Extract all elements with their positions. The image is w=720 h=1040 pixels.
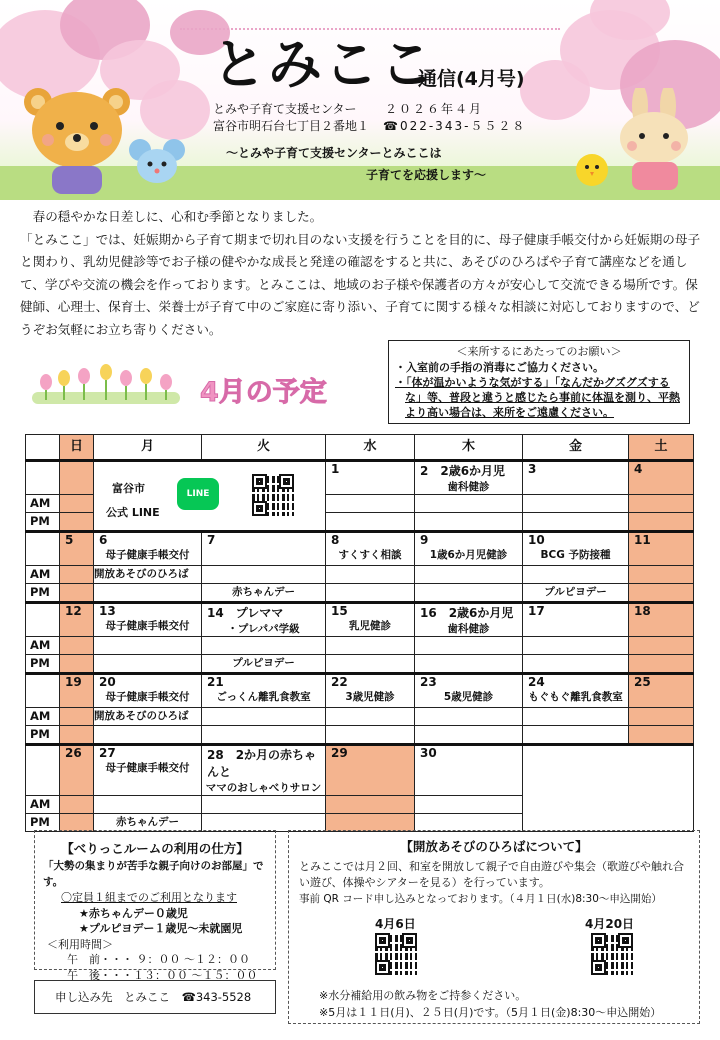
slot — [60, 726, 94, 745]
slot — [60, 584, 94, 603]
ampm-label — [26, 603, 60, 637]
day-cell — [202, 532, 326, 566]
chick-illustration — [572, 148, 612, 188]
slot — [523, 495, 629, 513]
notice-item: ・「体が温かいような気がする」「なんだかグズグズするな」等、普段と違うと感じたら事前に体温を測り、平熱より高い場合は、来所をご遠慮ください。 — [395, 376, 680, 419]
pm-label: PM — [26, 726, 60, 745]
slot — [629, 495, 694, 513]
slot — [60, 796, 94, 814]
slot — [60, 513, 94, 532]
weekday-sunday: 日 — [60, 435, 94, 461]
day-cell — [94, 745, 202, 796]
slot — [202, 637, 326, 655]
event-label: 赤ちゃんデー — [94, 814, 202, 832]
day-number: 24 — [528, 675, 545, 689]
address: 富谷市明石台七丁目２番地１ — [213, 119, 370, 133]
pm-row — [26, 584, 694, 603]
day-number: 13 — [99, 604, 116, 618]
day-number: 8 — [331, 533, 340, 547]
day-cell — [60, 461, 94, 495]
event-label: プルピヨデー — [523, 584, 629, 603]
pm-label: PM — [26, 655, 60, 674]
slot — [60, 495, 94, 513]
calendar-table — [25, 434, 694, 832]
day-number: 25 — [634, 675, 651, 689]
day-cell — [415, 745, 523, 796]
slot — [202, 726, 326, 745]
day-number: 15 — [331, 604, 348, 618]
event-label: 3歳児健診 — [345, 691, 395, 703]
slot — [326, 566, 415, 584]
contact-label: 申し込み先 とみここ ☎343-5528 — [55, 990, 252, 1004]
event-label: プルピヨデー — [202, 655, 326, 674]
slot — [94, 637, 202, 655]
slot — [326, 637, 415, 655]
day-cell — [326, 674, 415, 708]
room-line: ★プルピヨデー１歳児〜未就園児 — [79, 922, 243, 935]
day-cell — [415, 674, 523, 708]
plaza-text: とみここでは月２回、和室を開放して親子で自由遊びや集会（歌遊びや触れ合い遊び、体操やシアターを見る）を行っています。 — [299, 860, 684, 889]
intro-text — [20, 206, 702, 342]
slot — [415, 655, 523, 674]
line-logo-icon[interactable]: LINE — [177, 478, 219, 510]
slot — [326, 726, 415, 745]
day-number: 21 — [207, 675, 224, 689]
plaza-footer: ※水分補給用の飲み物をご持参ください。 — [319, 989, 527, 1002]
ampm-label — [26, 461, 60, 495]
ampm-label — [26, 745, 60, 796]
day-number: 6 — [99, 533, 108, 547]
newsletter-title: とみここ — [212, 33, 436, 96]
line-official-cell — [94, 461, 326, 532]
slot — [415, 513, 523, 532]
am-row — [26, 708, 694, 726]
ampm-label — [26, 532, 60, 566]
event-label: 母子健康手帳交付 — [105, 762, 190, 774]
plaza-footer: ※5月は１１日(月)、２５日(月)です。（5月１日(金)8:30〜申込開始） — [319, 1006, 662, 1019]
plaza-note: 事前 QR コード申し込みとなっております。（４月１日(水)8:30〜申込開始） — [299, 893, 662, 905]
slot — [326, 796, 415, 814]
phone-number: ☎022‐343‐５５２８ — [383, 119, 527, 133]
pm-label: PM — [26, 814, 60, 832]
day-cell — [60, 745, 94, 796]
slot — [94, 726, 202, 745]
pm-row — [26, 726, 694, 745]
day-number: 5 — [65, 533, 74, 547]
week-3-row — [26, 603, 694, 637]
slot — [629, 637, 694, 655]
am-label: AM — [26, 796, 60, 814]
slot — [326, 495, 415, 513]
day-cell — [326, 745, 415, 796]
slot — [523, 566, 629, 584]
day-number: 3 — [528, 462, 537, 476]
event-label: 開放あそびのひろば — [94, 708, 202, 726]
room-line: 午 後・・・１３：００ 〜１５：００ — [67, 968, 258, 982]
pm-label: PM — [26, 513, 60, 532]
slot — [523, 637, 629, 655]
qr-code-icon[interactable] — [375, 933, 417, 975]
day-number: 19 — [65, 675, 82, 689]
day-cell — [60, 674, 94, 708]
line-label: 公式 LINE — [106, 506, 160, 519]
am-label: AM — [26, 637, 60, 655]
event-label: 5歳児健診 — [443, 691, 494, 703]
week-4-row — [26, 674, 694, 708]
day-number: 4 — [634, 462, 643, 476]
room-line: ＜利用時間＞ — [47, 937, 113, 951]
day-cell — [202, 603, 326, 637]
day-number: 1 — [331, 462, 340, 476]
day-number: 27 — [99, 746, 116, 760]
day-cell — [629, 532, 694, 566]
room-line: 午 前・・・ ９：００ 〜１２：００ — [67, 953, 250, 966]
schedule-title: 4月の予定 — [200, 377, 327, 408]
notice-title: ＜来所するにあたってのお願い＞ — [456, 345, 622, 358]
weekday-tuesday: 火 — [202, 435, 326, 461]
slot — [629, 584, 694, 603]
day-number: 16 2歳6か月児 — [420, 606, 514, 620]
day-cell — [523, 461, 629, 495]
slot — [326, 814, 415, 832]
bunny-illustration — [608, 88, 700, 194]
plaza-title: 【開放あそびのひろばについて】 — [400, 839, 588, 854]
mouse-illustration — [126, 136, 188, 190]
bear-illustration — [18, 84, 136, 196]
day-number: 17 — [528, 604, 545, 618]
event-label: 歯科健診 — [447, 481, 490, 493]
day-number: 28 2か月の赤ちゃんと — [207, 748, 317, 779]
issue-date: ２０２６年４月 — [385, 102, 484, 116]
slot — [60, 708, 94, 726]
day-cell — [94, 532, 202, 566]
event-label: 歯科健診 — [447, 623, 490, 635]
tagline-line1: 〜とみや子育て支援センターとみここは — [226, 146, 442, 160]
slot — [415, 708, 523, 726]
day-cell — [202, 745, 326, 796]
room-body — [43, 859, 271, 983]
tagline-line2: 子育てを応援します〜 — [366, 168, 487, 182]
day-number: 12 — [65, 604, 82, 618]
center-name: とみや子育て支援センター — [213, 102, 357, 116]
ampm-label — [26, 674, 60, 708]
room-line: ★赤ちゃんデー０歳児 — [79, 906, 188, 920]
slot — [94, 584, 202, 603]
event-label: すくすく相談 — [338, 549, 402, 561]
slot — [60, 566, 94, 584]
weekday-thursday: 木 — [415, 435, 523, 461]
slot — [415, 637, 523, 655]
day-cell — [202, 674, 326, 708]
slot — [629, 655, 694, 674]
plaza-date-2: 4月20日 — [585, 917, 635, 931]
slot — [202, 814, 326, 832]
day-number: 10 — [528, 533, 545, 547]
slot — [629, 566, 694, 584]
slot — [202, 796, 326, 814]
pm-row — [26, 655, 694, 674]
weekday-wednesday: 水 — [326, 435, 415, 461]
slot — [202, 566, 326, 584]
week-1-row — [26, 461, 694, 495]
slot — [523, 513, 629, 532]
slot — [94, 796, 202, 814]
day-cell — [326, 532, 415, 566]
slot — [629, 726, 694, 745]
day-number: 11 — [634, 533, 651, 547]
slot — [94, 655, 202, 674]
slot — [326, 584, 415, 603]
event-label: 母子健康手帳交付 — [105, 620, 190, 632]
notice-item: ・入室前の手指の消毒にご協力ください。 — [395, 361, 604, 374]
event-label: ごっくん離乳食教室 — [216, 691, 311, 703]
day-number: 20 — [99, 675, 116, 689]
day-cell — [60, 532, 94, 566]
day-cell — [629, 461, 694, 495]
day-number: 29 — [331, 746, 348, 760]
weekday-saturday: 土 — [629, 435, 694, 461]
header-banner — [0, 0, 720, 200]
tulip-flowers-illustration — [32, 348, 180, 408]
event-label: ・プレパパ学級 — [227, 623, 300, 635]
slot — [415, 796, 523, 814]
day-number: 30 — [420, 746, 437, 760]
day-cell — [523, 603, 629, 637]
slot — [629, 513, 694, 532]
slot — [415, 566, 523, 584]
intro-paragraph: 「とみここ」では、妊娠期から子育て期まで切れ目のない支援を行うことを目的に、母子健康手帳交付から妊娠期の母子と関わり、乳幼児健診等でお子様の健やかな成長と発達の確認をすると共に、あそびのひろばや子育て講座などを通して、学びや交流の機会を作っております。とみここは、地域のお子様や保護者の方々が安心して交流できる場所です。保健師、心理士、保育士、栄養士が子育て中のご家庭に寄り添い、子育てに関する様々な相談に対応しておりますので、どうぞお気軽にお立ち寄りください。 — [20, 231, 701, 337]
event-label: 開放あそびのひろば — [94, 566, 202, 584]
slot — [523, 708, 629, 726]
day-cell — [523, 532, 629, 566]
day-number: 23 — [420, 675, 437, 689]
visit-notice-box — [388, 340, 690, 424]
corner-cell — [26, 435, 60, 461]
am-row — [26, 637, 694, 655]
day-cell — [94, 603, 202, 637]
slot — [415, 584, 523, 603]
slot — [523, 655, 629, 674]
qr-code-icon[interactable] — [252, 474, 294, 516]
empty-cell — [523, 745, 694, 832]
room-line: 「大勢の集まりが苦手な親子向けのお部屋」です。 — [43, 860, 264, 888]
event-label: もぐもぐ離乳食教室 — [528, 691, 623, 703]
event-label: 母子健康手帳交付 — [105, 549, 190, 561]
berry-room-box — [34, 830, 276, 982]
slot — [415, 726, 523, 745]
day-cell — [326, 461, 415, 495]
am-label: AM — [26, 495, 60, 513]
event-label: 母子健康手帳交付 — [105, 691, 190, 703]
am-label: AM — [26, 566, 60, 584]
slot — [326, 513, 415, 532]
week-2-row — [26, 532, 694, 566]
day-cell — [523, 674, 629, 708]
weekday-header-row — [26, 435, 694, 461]
day-number: 14 プレママ — [207, 606, 284, 620]
plaza-body — [299, 859, 694, 907]
day-number: 9 — [420, 533, 429, 547]
day-cell — [415, 461, 523, 495]
slot — [415, 814, 523, 832]
weekday-friday: 金 — [523, 435, 629, 461]
day-cell — [326, 603, 415, 637]
slot — [60, 637, 94, 655]
event-label: 1歳6か月児健診 — [429, 549, 508, 561]
plaza-date-1: 4月6日 — [375, 917, 416, 931]
qr-code-icon[interactable] — [591, 933, 633, 975]
event-label: ママのおしゃべりサロン — [205, 782, 322, 794]
weekday-monday: 月 — [94, 435, 202, 461]
slot — [60, 655, 94, 674]
slot — [629, 708, 694, 726]
contact-box — [34, 980, 276, 1014]
issue-label: 通信(4月号) — [418, 68, 525, 90]
line-label: 富谷市 — [112, 482, 145, 495]
slot — [415, 495, 523, 513]
open-plaza-box — [288, 830, 700, 1024]
intro-paragraph: 春の穏やかな日差しに、心和む季節となりました。 — [20, 209, 323, 224]
day-number: 7 — [207, 533, 216, 547]
day-number: 2 2歳6か月児 — [420, 464, 506, 478]
slot — [326, 708, 415, 726]
slot — [60, 814, 94, 832]
event-label: 乳児健診 — [349, 620, 391, 632]
am-row — [26, 566, 694, 584]
day-number: 26 — [65, 746, 82, 760]
april-calendar — [25, 434, 693, 832]
slot — [523, 726, 629, 745]
day-number: 18 — [634, 604, 651, 618]
day-number: 22 — [331, 675, 348, 689]
pm-label: PM — [26, 584, 60, 603]
event-label: 赤ちゃんデー — [202, 584, 326, 603]
day-cell — [415, 532, 523, 566]
room-line: 〇定員１組までのご利用となります — [61, 891, 237, 904]
day-cell — [415, 603, 523, 637]
room-title: 【べりっこルームの利用の仕方】 — [61, 841, 249, 856]
am-label: AM — [26, 708, 60, 726]
cherry-blossom-decoration — [180, 28, 560, 32]
day-cell — [94, 674, 202, 708]
day-cell — [60, 603, 94, 637]
day-cell — [629, 674, 694, 708]
slot — [326, 655, 415, 674]
slot — [202, 708, 326, 726]
event-label: BCG 予防接種 — [540, 549, 611, 561]
week-5-row — [26, 745, 694, 796]
day-cell — [629, 603, 694, 637]
